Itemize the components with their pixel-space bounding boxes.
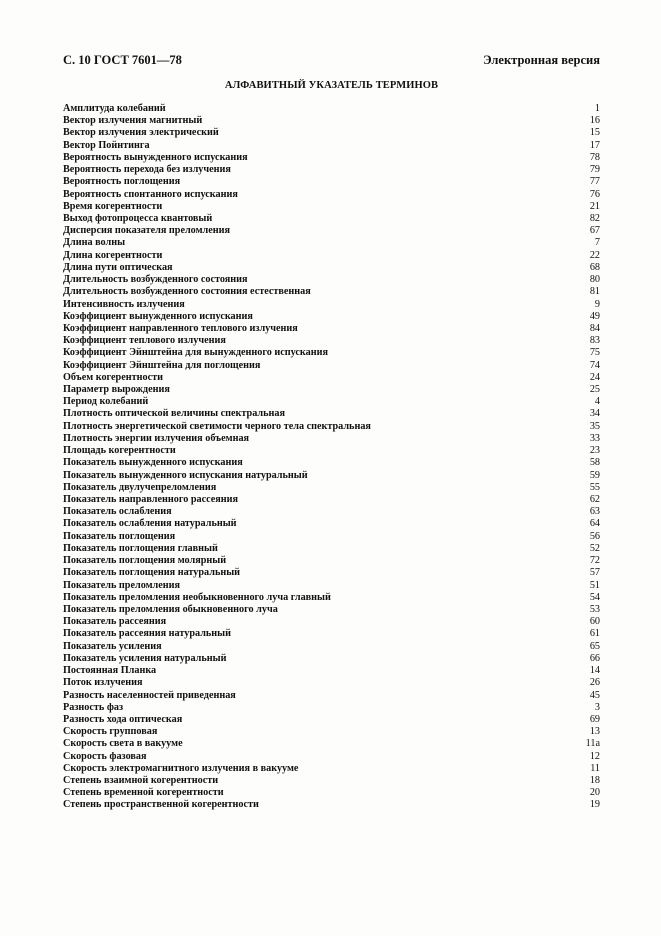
index-page-number: 55 — [589, 481, 600, 493]
index-term: Коэффициент вынужденного испускания — [63, 310, 253, 322]
index-entry — [63, 714, 600, 726]
standard-reference: С. 10 ГОСТ 7601—78 — [63, 53, 182, 67]
index-entry — [63, 323, 600, 335]
index-page-number: 24 — [589, 371, 600, 383]
index-term: Период колебаний — [63, 396, 149, 408]
index-page-number: 84 — [589, 322, 600, 334]
index-term: Скорость света в вакууме — [63, 738, 183, 750]
index-page-number: 49 — [589, 310, 600, 322]
index-term: Показатель ослабления натуральный — [63, 518, 237, 530]
index-term: Вектор Пойнтинга — [63, 139, 150, 151]
index-page-number: 9 — [594, 298, 600, 310]
page-header — [63, 53, 600, 69]
index-entry — [63, 567, 600, 579]
index-term: Показатель усиления натуральный — [63, 652, 227, 664]
index-term: Степень пространственной когерентности — [63, 799, 259, 811]
edition-label: Электронная версия — [483, 53, 600, 67]
index-term: Показатель поглощения молярный — [63, 555, 227, 567]
index-entry — [63, 115, 600, 127]
index-term: Скорость фазовая — [63, 750, 147, 762]
index-entry — [63, 506, 600, 518]
index-entry — [63, 408, 600, 420]
index-entry — [63, 738, 600, 750]
index-term: Показатель ослабления — [63, 506, 172, 518]
index-entry — [63, 311, 600, 323]
index-page-number: 21 — [589, 200, 600, 212]
index-term: Объем когерентности — [63, 371, 163, 383]
index-term: Вероятность перехода без излучения — [63, 164, 231, 176]
index-term: Длина пути оптическая — [63, 261, 173, 273]
index-page-number: 65 — [589, 640, 600, 652]
index-entry — [63, 592, 600, 604]
index-page-number: 16 — [589, 115, 600, 127]
index-page-number: 81 — [589, 286, 600, 298]
index-term: Длина волны — [63, 237, 126, 249]
index-entry — [63, 201, 600, 213]
index-term: Поток излучения — [63, 677, 143, 689]
index-term: Показатель преломления — [63, 579, 181, 591]
index-entry — [63, 127, 600, 139]
index-entry — [63, 384, 600, 396]
index-page-number: 69 — [589, 713, 600, 725]
index-entry — [63, 140, 600, 152]
index-page-number: 22 — [589, 249, 600, 261]
index-page-number: 45 — [589, 689, 600, 701]
index-term: Показатель поглощения натуральный — [63, 567, 241, 579]
index-term: Плотность оптической величины спектральная — [63, 408, 285, 420]
index-page-number: 74 — [589, 359, 600, 371]
index-term: Степень взаимной когерентности — [63, 775, 219, 787]
index-term: Вероятность вынужденного испускания — [63, 151, 248, 163]
index-term: Плотность энергетической светимости черного тела спектральная — [63, 420, 371, 432]
index-page-number: 26 — [589, 677, 600, 689]
index-entry — [63, 262, 600, 274]
index-page-number: 57 — [589, 567, 600, 579]
index-term: Плотность энергии излучения объемная — [63, 432, 250, 444]
index-entry — [63, 604, 600, 616]
index-page-number: 1 — [594, 103, 600, 114]
index-page-number: 35 — [589, 420, 600, 432]
index-entry — [63, 189, 600, 201]
index-term: Время когерентности — [63, 200, 163, 212]
index-term: Разность населенностей приведенная — [63, 689, 236, 701]
index-entry — [63, 543, 600, 555]
index-page-number: 78 — [589, 151, 600, 163]
index-entry — [63, 653, 600, 665]
index-page-number: 75 — [589, 347, 600, 359]
index-entry — [63, 641, 600, 653]
index-entry — [63, 164, 600, 176]
index-page-number: 3 — [594, 701, 600, 713]
index-page-number: 61 — [589, 628, 600, 640]
index-page-number: 34 — [589, 408, 600, 420]
index-entry — [63, 580, 600, 592]
index-page-number: 54 — [589, 591, 600, 603]
index-entry — [63, 787, 600, 799]
index-entry — [63, 445, 600, 457]
index-term: Длительность возбужденного состояния естественная — [63, 286, 311, 298]
index-page-number: 11а — [585, 738, 600, 750]
index-page-number: 53 — [589, 603, 600, 615]
index-entry — [63, 665, 600, 677]
index-entry — [63, 751, 600, 763]
index-page-number: 12 — [589, 750, 600, 762]
index-page-number: 82 — [589, 212, 600, 224]
index-entry — [63, 335, 600, 347]
index-page-number: 83 — [589, 335, 600, 347]
index-term: Выход фотопроцесса квантовый — [63, 212, 213, 224]
index-entry — [63, 690, 600, 702]
index-term: Вектор излучения магнитный — [63, 115, 203, 127]
index-page-number: 15 — [589, 127, 600, 139]
index-entry — [63, 176, 600, 188]
index-page-number: 66 — [589, 652, 600, 664]
index-entry — [63, 274, 600, 286]
index-entry — [63, 628, 600, 640]
index-page-number: 20 — [589, 787, 600, 799]
index-entry — [63, 347, 600, 359]
index-entry — [63, 531, 600, 543]
index-entry — [63, 482, 600, 494]
index-entry — [63, 237, 600, 249]
index-term: Интенсивность излучения — [63, 298, 185, 310]
index-term: Вероятность поглощения — [63, 176, 181, 188]
index-entry — [63, 299, 600, 311]
index-page-number: 59 — [589, 469, 600, 481]
index-entry — [63, 103, 600, 115]
index-term: Вероятность спонтанного испускания — [63, 188, 238, 200]
index-term: Показатель двулучепреломления — [63, 481, 217, 493]
index-page-number: 14 — [589, 665, 600, 677]
index-term: Показатель направленного рассеяния — [63, 494, 239, 505]
index-term: Показатель преломления обыкновенного луча — [63, 603, 278, 615]
index-entry — [63, 250, 600, 262]
index-entry — [63, 213, 600, 225]
index-page-number: 60 — [589, 616, 600, 628]
index-entry — [63, 775, 600, 787]
index-entry — [63, 396, 600, 408]
index-page-number: 64 — [589, 518, 600, 530]
index-term: Показатель вынужденного испускания натуральный — [63, 469, 308, 481]
index-page-number: 68 — [589, 261, 600, 273]
index-entry — [63, 421, 600, 433]
index-term: Длина когерентности — [63, 249, 163, 261]
index-page-number: 72 — [589, 555, 600, 567]
index-page-number: 63 — [589, 506, 600, 518]
index-term: Коэффициент Эйнштейна для вынужденного испускания — [63, 347, 328, 359]
index-term: Коэффициент Эйнштейна для поглощения — [63, 359, 261, 371]
index-entry — [63, 152, 600, 164]
index-entry — [63, 372, 600, 384]
index-entry — [63, 225, 600, 237]
index-entry — [63, 616, 600, 628]
index-term: Длительность возбужденного состояния — [63, 274, 248, 286]
index-term: Показатель рассеяния — [63, 616, 167, 628]
index-page-number: 18 — [589, 775, 600, 787]
index-page-number: 11 — [590, 762, 600, 774]
index-page-number: 13 — [589, 726, 600, 738]
index-entry — [63, 702, 600, 714]
index-entry — [63, 518, 600, 530]
index-page-number: 51 — [589, 579, 600, 591]
index-page-number: 25 — [589, 384, 600, 396]
index-entry — [63, 799, 600, 811]
index-term: Показатель вынужденного испускания — [63, 457, 243, 469]
index-term: Площадь когерентности — [63, 445, 176, 457]
index-term: Показатель рассеяния натуральный — [63, 628, 231, 640]
index-page-number: 19 — [589, 799, 600, 811]
index-page-number: 62 — [589, 494, 600, 505]
index-term: Постоянная Планка — [63, 665, 157, 677]
index-page-number: 4 — [594, 396, 600, 408]
index-entry — [63, 677, 600, 689]
index-page-number: 77 — [589, 176, 600, 188]
index-title: АЛФАВИТНЫЙ УКАЗАТЕЛЬ ТЕРМИНОВ — [224, 80, 439, 91]
index-page-number: 23 — [589, 445, 600, 457]
index-term: Показатель преломления необыкновенного луча главный — [63, 591, 331, 603]
index-entry — [63, 457, 600, 469]
index-entry — [63, 555, 600, 567]
index-term: Показатель поглощения — [63, 530, 176, 542]
index-page-number: 56 — [589, 530, 600, 542]
index-page-number: 17 — [589, 139, 600, 151]
index-term: Показатель поглощения главный — [63, 542, 218, 554]
index-term: Амплитуда колебаний — [63, 103, 166, 114]
index-entry — [63, 470, 600, 482]
index-entry — [63, 494, 600, 506]
index-page-number: 58 — [589, 457, 600, 469]
index-term: Вектор излучения электрический — [63, 127, 219, 139]
index-page-number: 33 — [589, 432, 600, 444]
index-term: Показатель усиления — [63, 640, 162, 652]
index-page-number: 7 — [594, 237, 600, 249]
index-term: Дисперсия показателя преломления — [63, 225, 231, 237]
index-term: Коэффициент теплового излучения — [63, 335, 226, 347]
index-term: Разность фаз — [63, 701, 124, 713]
index-page-number: 79 — [589, 164, 600, 176]
index-term: Разность хода оптическая — [63, 713, 183, 725]
index-term: Скорость электромагнитного излучения в вакууме — [63, 762, 299, 774]
index-entry — [63, 433, 600, 445]
index-page-number: 52 — [589, 542, 600, 554]
index-page-number: 76 — [589, 188, 600, 200]
term-index-list — [63, 103, 600, 812]
index-entry — [63, 726, 600, 738]
index-entry — [63, 360, 600, 372]
index-page-number: 80 — [589, 274, 600, 286]
index-entry — [63, 763, 600, 775]
index-term: Коэффициент направленного теплового излучения — [63, 322, 298, 334]
index-entry — [63, 286, 600, 298]
index-term: Скорость групповая — [63, 726, 158, 738]
index-page-number: 67 — [589, 225, 600, 237]
index-term: Степень временной когерентности — [63, 787, 224, 799]
index-term: Параметр вырождения — [63, 384, 170, 396]
